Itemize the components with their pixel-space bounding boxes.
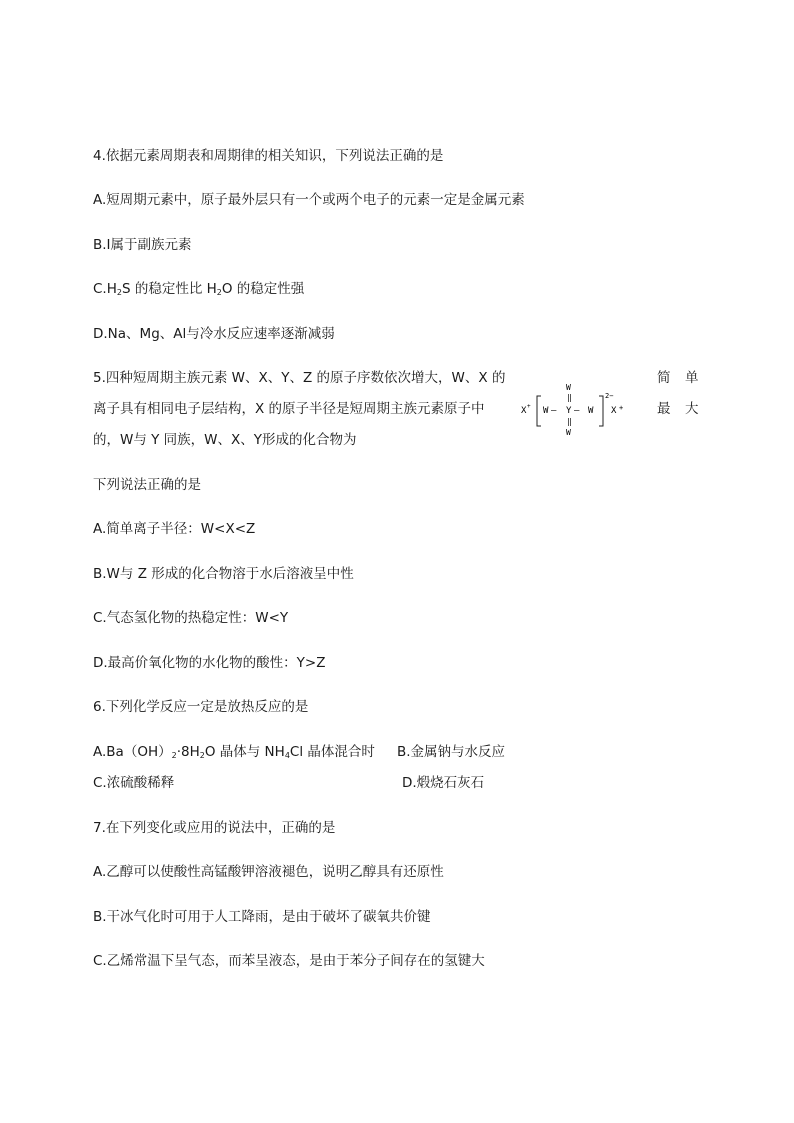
- q4-c-prefix: C.H: [93, 281, 117, 297]
- q4-option-b: B.I属于副族元素: [93, 237, 192, 253]
- struct-cation-right: X: [611, 406, 617, 416]
- struct-w-bottom: W: [566, 428, 571, 437]
- q4-c-o: O 的稳定性强: [221, 281, 305, 297]
- q6-option-d: D.煅烧石灰石: [402, 775, 485, 791]
- q6-stem: 6.下列化学反应一定是放热反应的是: [93, 699, 309, 715]
- q5-right-top-2: 单: [685, 370, 699, 386]
- q5-option-c: C.气态氢化物的热稳定性：W<Y: [93, 610, 289, 626]
- q6-a-sub1: 2: [171, 751, 177, 760]
- q5-right-mid-1: 最: [657, 401, 671, 417]
- struct-w-top: W: [566, 383, 571, 392]
- q6-option-c: C.浓硫酸稀释: [93, 775, 175, 791]
- struct-w-left: W: [543, 406, 549, 416]
- struct-dash-left: —: [551, 406, 557, 416]
- q7-stem: 7.在下列变化或应用的说法中，正确的是: [93, 820, 336, 836]
- q6-a-sub2: 2: [199, 751, 205, 760]
- q6-a-mid: ·8H: [176, 744, 200, 760]
- struct-cation-left: X: [521, 406, 527, 416]
- q5-option-d: D.最高价氧化物的水化物的酸性：Y>Z: [93, 655, 326, 671]
- q7-option-b: B.干冰气化时可用于人工降雨，是由于破坏了碳氧共价键: [93, 909, 431, 925]
- struct-bracket-right: [599, 396, 603, 426]
- q5-stem-line1: 5.四种短周期主族元素 W、X、Y、Z 的原子序数依次增大，W、X 的: [93, 370, 506, 386]
- q4-option-c: $C.H_2S$ 的稳定性比 $H_2O$ 的稳定性强: [93, 281, 305, 297]
- q6-a-end: Cl 晶体混合时: [289, 744, 375, 760]
- q6-option-a: [93, 743, 375, 761]
- q4-stem: 4.依据元素周期表和周期律的相关知识，下列说法正确的是: [93, 148, 444, 164]
- struct-w-right: W: [588, 406, 594, 416]
- q5-stem-line3: 的，W与 Y 同族，W、X、Y形成的化合物为: [93, 432, 357, 448]
- q7-option-a: A.乙醇可以使酸性高锰酸钾溶液褪色，说明乙醇具有还原性: [93, 864, 444, 880]
- q5-option-b: B.W与 Z 形成的化合物溶于水后溶液呈中性: [93, 566, 354, 582]
- q5-stem-line2: 离子具有相同电子层结构，X 的原子半径是短周期主族元素原子中: [93, 401, 485, 417]
- q7-option-c: C.乙烯常温下呈气态，而苯呈液态，是由于苯分子间存在的氢键大: [93, 953, 485, 969]
- q4-c-s: S 的稳定性比 H: [121, 281, 217, 297]
- q5-right-mid-2: 大: [685, 401, 699, 417]
- struct-bracket-left: [537, 396, 541, 426]
- struct-cation-left-charge: +: [527, 403, 531, 410]
- q5-option-a: A.简单离子半径：W<X<Z: [93, 521, 256, 537]
- q6-a-prefix: A.Ba（OH）: [93, 744, 172, 760]
- q6-a-sub3: 4: [284, 751, 290, 760]
- q4-option-a: A.短周期元素中，原子最外层只有一个或两个电子的元素一定是金属元素: [93, 192, 525, 208]
- struct-y: Y: [566, 406, 572, 416]
- struct-bond-top: ‖: [567, 393, 572, 402]
- struct-cation-right-charge: +: [619, 404, 624, 412]
- compound-structure: [515, 380, 635, 438]
- struct-charge: 2−: [605, 392, 614, 400]
- struct-dash-right: —: [574, 406, 580, 416]
- q5-lead: 下列说法正确的是: [93, 477, 201, 493]
- q6-a-mid2: O 晶体与 NH: [204, 744, 285, 760]
- q4-option-d: D.Na、Mg、Al与冷水反应速率逐渐减弱: [93, 326, 335, 342]
- q6-option-b: B.金属钠与水反应: [397, 744, 506, 760]
- struct-bond-bottom: ‖: [567, 417, 572, 426]
- q5-right-top-1: 简: [657, 370, 671, 386]
